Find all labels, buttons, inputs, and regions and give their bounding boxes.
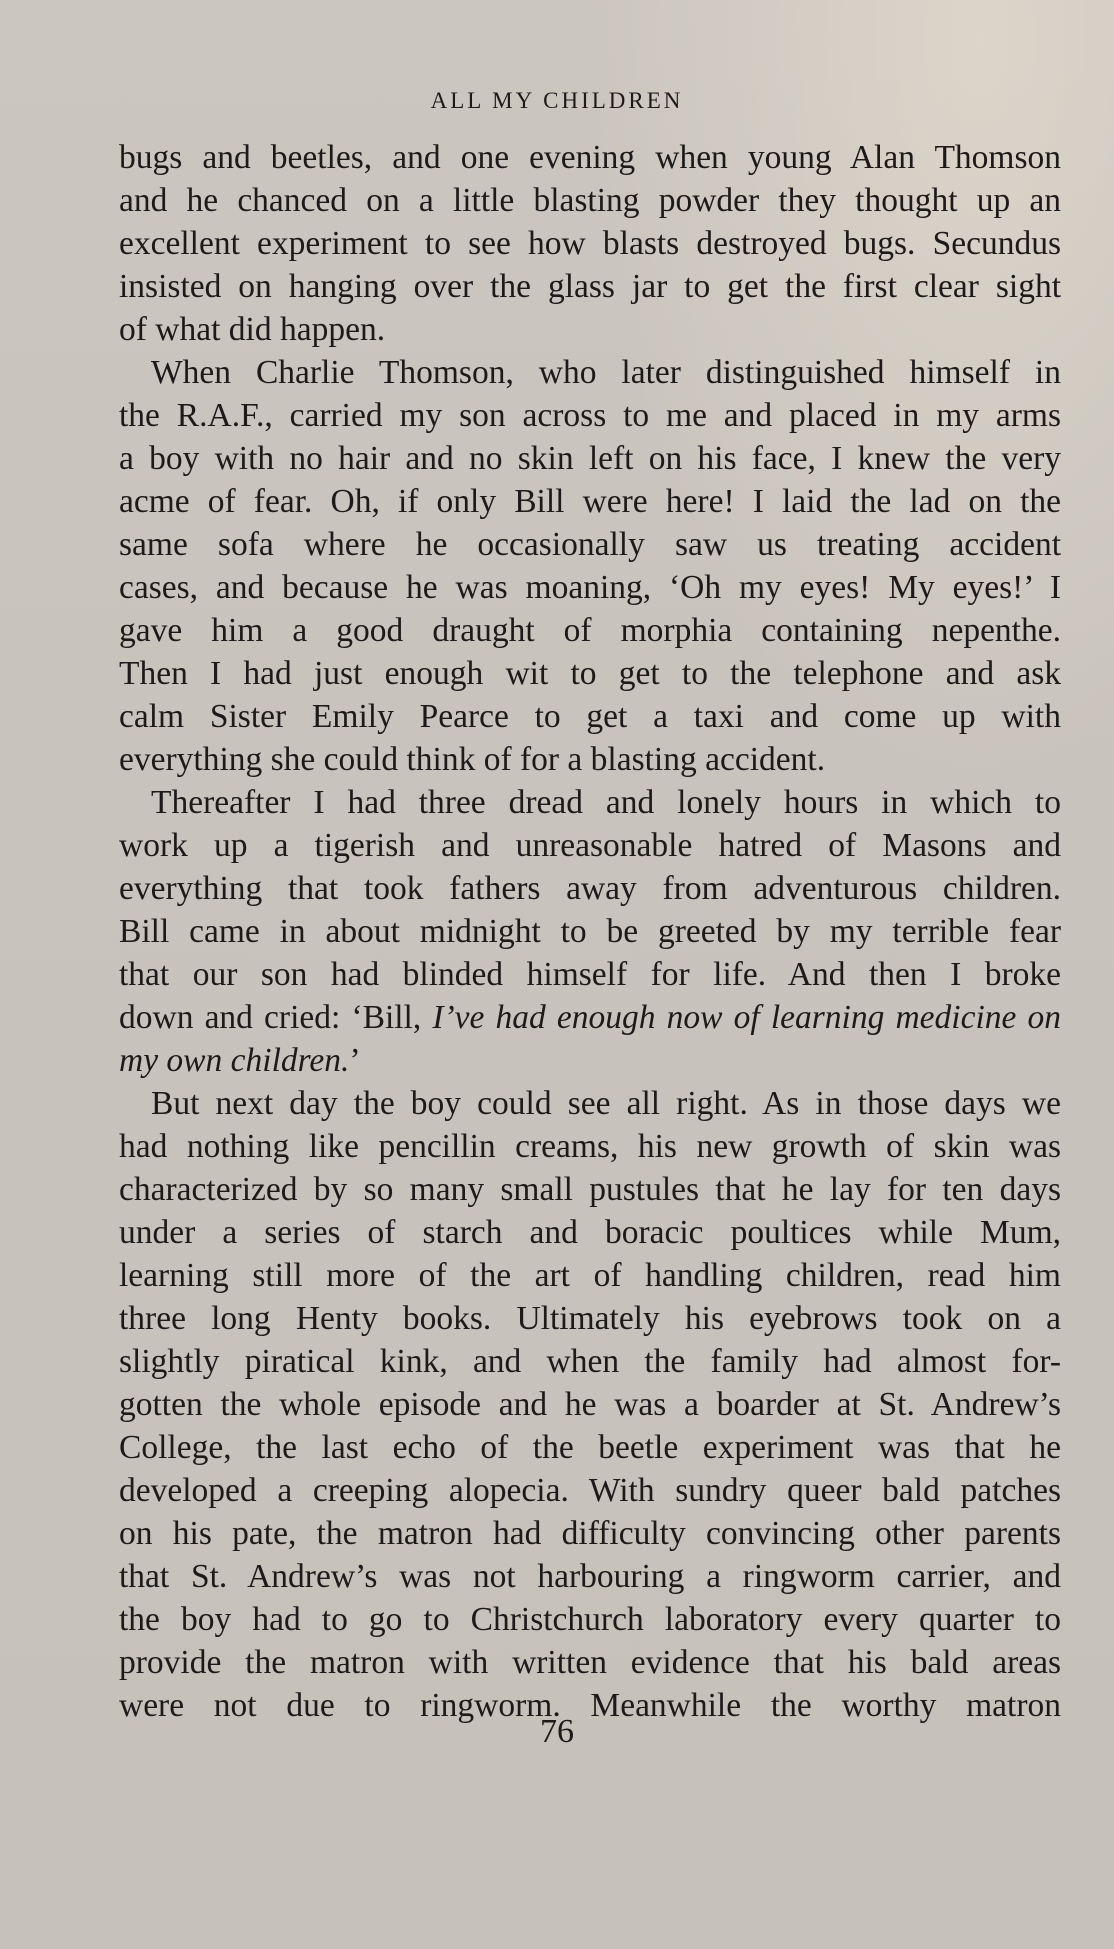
text-line: same sofa where he occasionally saw us treating accident: [119, 526, 1061, 563]
text-line: slightly piratical kink, and when the family had almost for-: [119, 1343, 1061, 1380]
text-line: under a series of starch and boracic poultices while Mum,: [119, 1214, 1061, 1251]
page-number: 76: [540, 1713, 574, 1750]
text-line: bugs and beetles, and one evening when young Alan Thomson: [119, 139, 1061, 176]
text-line: calm Sister Emily Pearce to get a taxi and come up with: [119, 698, 1061, 735]
text-line: everything that took fathers away from adventurous children.: [119, 870, 1061, 907]
text-line: insisted on hanging over the glass jar to get the first clear sight: [119, 268, 1061, 305]
text-line: Thereafter I had three dread and lonely hours in which to: [151, 784, 1061, 821]
text-line: and he chanced on a little blasting powder they thought up an: [119, 182, 1061, 219]
text-line: provide the matron with written evidence that his bald areas: [119, 1644, 1061, 1681]
text-line: on his pate, the matron had difficulty convincing other parents: [119, 1515, 1061, 1552]
text-line: down and cried: ‘Bill, I’ve had enough now of learning medicine on: [119, 999, 1061, 1036]
text-line: everything she could think of for a blasting accident.: [119, 741, 826, 778]
text-line: gotten the whole episode and he was a boarder at St. Andrew’s: [119, 1386, 1061, 1423]
text-line: the boy had to go to Christchurch laboratory every quarter to: [119, 1601, 1061, 1638]
text-line: three long Henty books. Ultimately his eyebrows took on a: [119, 1300, 1061, 1337]
text-line: of what did happen.: [119, 311, 386, 348]
text-line: Bill came in about midnight to be greeted by my terrible fear: [119, 913, 1061, 950]
text-line: learning still more of the art of handling children, read him: [119, 1257, 1061, 1294]
text-line: characterized by so many small pustules that he lay for ten days: [119, 1171, 1061, 1208]
text-line: my own children.’: [119, 1042, 361, 1079]
running-head: ALL MY CHILDREN: [430, 88, 684, 113]
text-line: that St. Andrew’s was not harbouring a ringworm carrier, and: [119, 1558, 1061, 1595]
text-line: excellent experiment to see how blasts destroyed bugs. Secundus: [119, 225, 1061, 262]
text-line: the R.A.F., carried my son across to me and placed in my arms: [119, 397, 1061, 434]
text-line: a boy with no hair and no skin left on his face, I knew the very: [119, 440, 1061, 477]
text-line: had nothing like pencillin creams, his new growth of skin was: [119, 1128, 1061, 1165]
text-line: that our son had blinded himself for life. And then I broke: [119, 956, 1061, 993]
text-line: But next day the boy could see all right. As in those days we: [151, 1085, 1061, 1122]
text-line: Then I had just enough wit to get to the telephone and ask: [119, 655, 1061, 692]
text-line: cases, and because he was moaning, ‘Oh my eyes! My eyes!’ I: [119, 569, 1061, 606]
text-line: When Charlie Thomson, who later distinguished himself in: [151, 354, 1061, 391]
text-line: were not due to ringworm. Meanwhile the worthy matron: [119, 1687, 1061, 1724]
text-line: developed a creeping alopecia. With sundry queer bald patches: [119, 1472, 1061, 1509]
text-line: work up a tigerish and unreasonable hatred of Masons and: [119, 827, 1061, 864]
text-line: acme of fear. Oh, if only Bill were here! I laid the lad on the: [119, 483, 1061, 520]
body-text: [119, 136, 1061, 1727]
text-line: College, the last echo of the beetle experiment was that he: [119, 1429, 1061, 1466]
text-line: gave him a good draught of morphia containing nepenthe.: [119, 612, 1061, 649]
